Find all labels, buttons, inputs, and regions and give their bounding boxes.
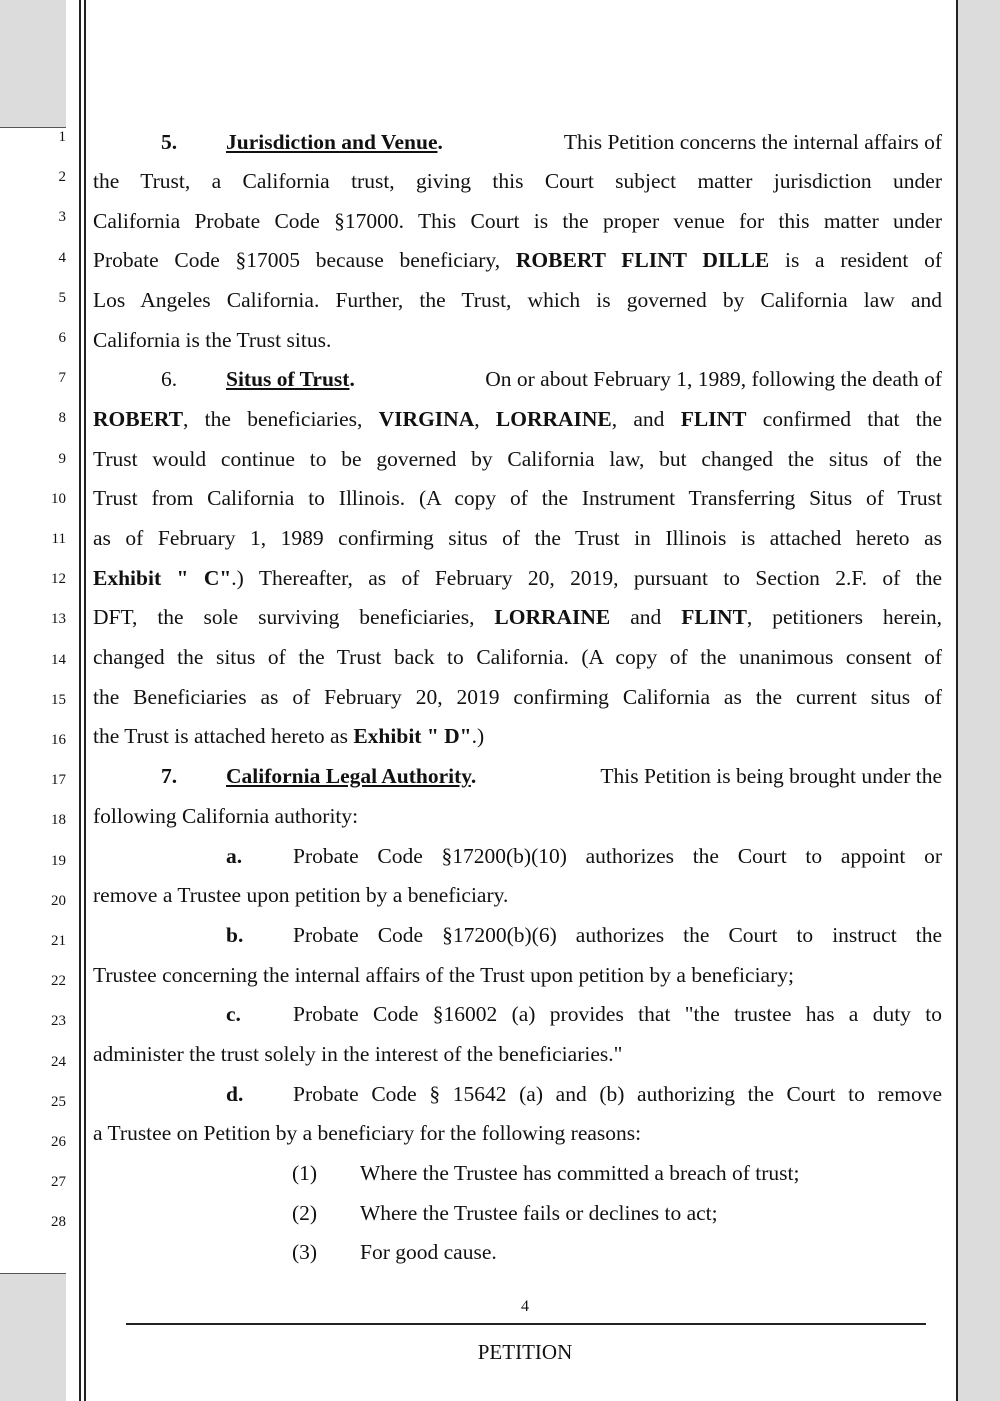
reason-1: (1) Where the Trustee has committed a breach of trust; [292,1161,800,1185]
p7-heading: California Legal Authority [226,764,471,788]
left-margin-band-top [0,0,66,128]
p5-line-1: 5. Jurisdiction and Venue. This Petition concerns the internal affairs of [93,127,942,157]
left-border-line [79,0,81,1401]
line-number: 19 [51,852,66,869]
reason-3: (3) For good cause. [292,1240,497,1264]
line-number: 11 [51,531,66,547]
p5-line-2: the Trust, a California trust, giving this Court subject matter jurisdiction under [93,169,942,193]
p6-line-2: ROBERT, the beneficiaries, VIRGINA, LORRAINE, and FLINT confirmed that the [93,407,943,431]
right-margin-band [958,0,1000,1401]
line-number: 14 [51,651,66,668]
p6-line-6: Exhibit " C".) Thereafter, as of February 20, 2019, pursuant to Section 2.F. of the [93,566,942,590]
line-number: 26 [51,1134,66,1150]
line-number: 20 [51,892,66,909]
exhibit-c-ref: Exhibit " C" [93,566,232,590]
p6-line-5: as of February 1, 1989 confirming situs of the Trust in Illinois is attached hereto as [93,526,942,550]
p6-text: On or about February 1, 1989, following the death of [485,367,942,391]
p5-line-4: Probate Code §17005 because beneficiary, ROBERT FLINT DILLE is a resident of [93,248,943,272]
right-border-line [956,0,958,1401]
list-item-a-cont: remove a Trustee upon petition by a beneficiary. [93,883,509,907]
line-number: 10 [51,490,66,507]
list-item-c-cont: administer the trust solely in the interest of the beneficiaries." [93,1042,623,1066]
line-number: 23 [51,1013,66,1030]
line-number: 21 [51,933,66,949]
line-number: 8 [58,410,66,427]
line-number: 1 [58,129,66,145]
line-number: 5 [58,289,66,306]
line-number: 3 [58,209,66,226]
line-number: 4 [58,249,66,266]
p6-line-3: Trust would continue to be governed by California law, but changed the situs of the [93,447,942,471]
line-number: 15 [51,691,66,708]
line-number: 13 [51,611,66,628]
line-number: 24 [51,1053,66,1070]
p6-line-8: changed the situs of the Trust back to California. (A copy of the unanimous consent of [93,645,942,669]
list-item-d: d. Probate Code § 15642 (a) and (b) authorizing the Court to remove [226,1082,942,1106]
list-item-d-cont: a Trustee on Petition by a beneficiary for the following reasons: [93,1121,642,1145]
page-number: 4 [521,1298,529,1315]
line-number: 18 [51,812,66,829]
p6-number: 6. [161,367,178,391]
list-item-b-cont: Trustee concerning the internal affairs of the Trust upon petition by a beneficiary; [93,963,794,987]
p7-line-2: following California authority: [93,804,359,828]
p6-line-7: DFT, the sole surviving beneficiaries, LORRAINE and FLINT, petitioners herein, [93,605,943,629]
p5-text: This Petition concerns the internal affairs of [563,130,942,154]
exhibit-d-ref: Exhibit " D" [353,724,472,748]
left-margin-band-bottom [0,1274,66,1401]
p6-line-9: the Beneficiaries as of February 20, 2019 confirming California as the current situs of [93,685,942,709]
beneficiary-name: ROBERT FLINT DILLE [515,248,770,272]
line-number: 9 [58,450,66,467]
p5-heading: Jurisdiction and Venue [226,130,438,154]
p7-line-1: 7. California Legal Authority. This Petition is being brought under the [93,761,942,791]
p6-line-10: the Trust is attached hereto as Exhibit " D".) [93,724,485,748]
p6-heading: Situs of Trust [226,367,350,391]
p6-line-1: 6. Situs of Trust. On or about February 1, 1989, following the death of [93,364,942,394]
line-number: 28 [51,1214,66,1231]
line-number: 7 [58,370,66,387]
line-number: 25 [51,1093,66,1110]
line-number: 22 [51,973,66,990]
left-border-line [84,0,86,1401]
line-number: 6 [58,330,66,346]
line-number: 16 [51,732,66,748]
p5-line-3: California Probate Code §17000. This Court is the proper venue for this matter under [93,209,942,233]
line-number: 12 [51,571,66,588]
p7-number: 7. [161,764,178,788]
p7-text: This Petition is being brought under the [600,764,942,788]
p5-number: 5. [161,130,178,154]
p5-line-5: Los Angeles California. Further, the Trust, which is governed by California law and [93,288,942,312]
p5-line-6: California is the Trust situs. [93,328,332,352]
footer-title: PETITION [477,1340,573,1364]
footer-rule [126,1323,926,1325]
list-item-b: b. Probate Code §17200(b)(6) authorizes the Court to instruct the [226,923,942,947]
line-number: 2 [58,169,66,186]
margin-rule [0,1273,66,1274]
line-number: 27 [51,1174,66,1191]
reason-2: (2) Where the Trustee fails or declines to act; [292,1201,718,1225]
line-number: 17 [51,772,66,789]
list-item-c: c. Probate Code §16002 (a) provides that "the trustee has a duty to [226,1002,942,1026]
p6-line-4: Trust from California to Illinois. (A copy of the Instrument Transferring Situs of Trust [93,486,942,510]
list-item-a: a. Probate Code §17200(b)(10) authorizes the Court to appoint or [226,844,942,868]
